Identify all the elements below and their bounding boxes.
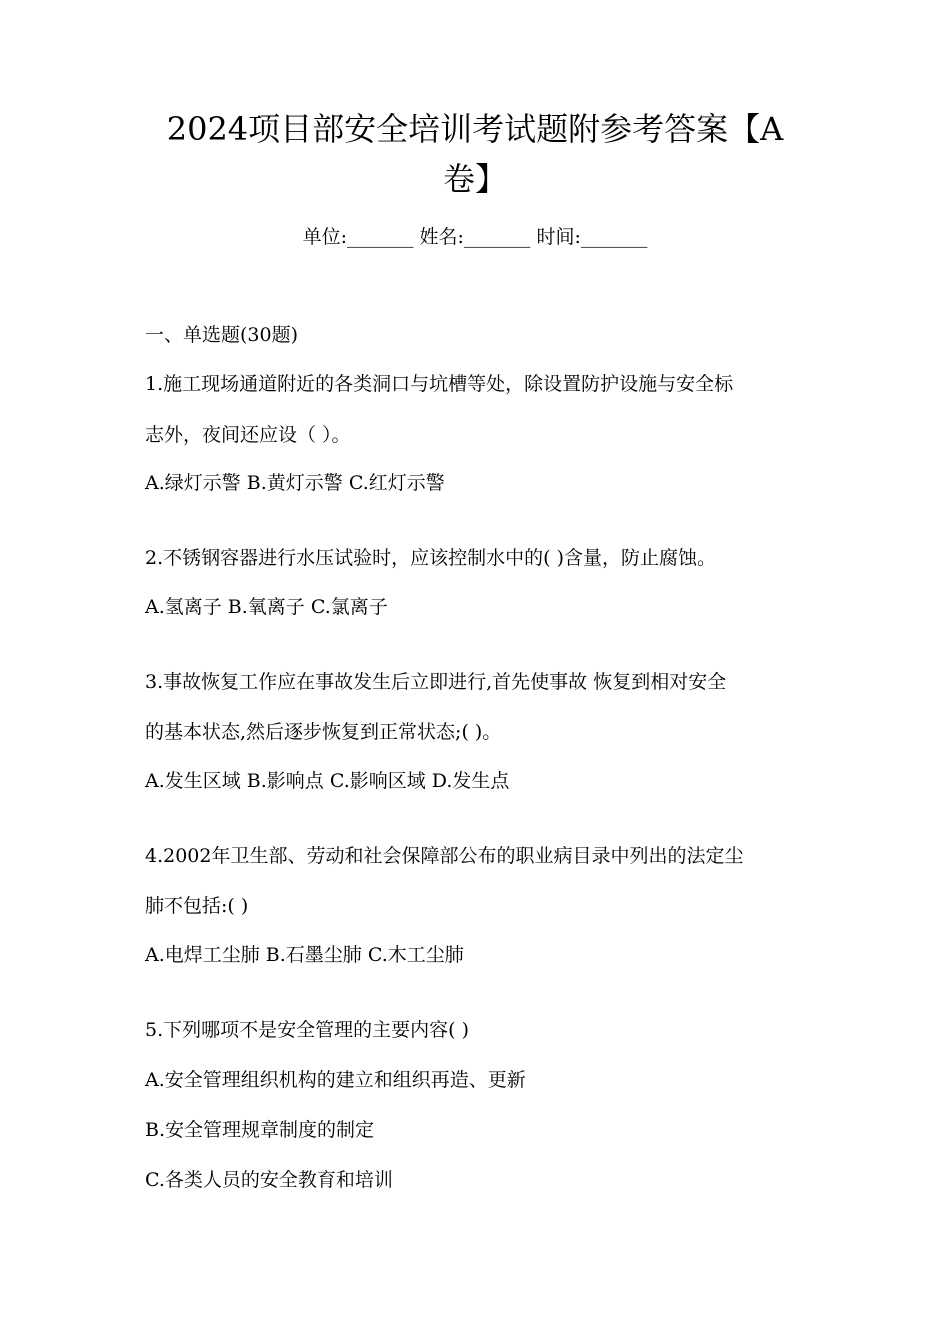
title-line-2: 卷】 — [442, 160, 507, 198]
question-1-stem-line-2: 志外，夜间还应设（ ）。 — [145, 424, 351, 446]
page-title — [120, 104, 830, 204]
question-3-stem-line-1: 3.事故恢复工作应在事故发生后立即进行,首先使事故 恢复到相对安全 — [145, 671, 727, 693]
question-5-stem-line-1: 5.下列哪项不是安全管理的主要内容( ) — [145, 1019, 469, 1041]
question-1-options: A.绿灯示警 B.黄灯示警 C.红灯示警 — [145, 472, 445, 494]
info-line: 单位:_______ 姓名:_______ 时间:_______ — [302, 226, 648, 248]
question-5-option-b: B.安全管理规章制度的制定 — [145, 1119, 375, 1141]
question-2-stem-line-1: 2.不锈钢容器进行水压试验时，应该控制水中的( )含量，防止腐蚀。 — [145, 547, 716, 569]
question-3-stem-line-2: 的基本状态,然后逐步恢复到正常状态;( )。 — [145, 721, 502, 743]
question-4-stem-line-2: 肺不包括:( ) — [145, 895, 249, 917]
question-2-options: A.氢离子 B.氧离子 C.氯离子 — [145, 596, 388, 618]
question-5-option-a: A.安全管理组织机构的建立和组织再造、更新 — [145, 1069, 526, 1091]
question-5-option-c: C.各类人员的安全教育和培训 — [145, 1169, 393, 1191]
question-1-stem-line-1: 1.施工现场通道附近的各类洞口与坑槽等处，除设置防护设施与安全标 — [145, 373, 734, 395]
title-line-1: 2024项目部安全培训考试题附参考答案【A — [166, 110, 784, 148]
section-heading: 一、单选题(30题) — [145, 324, 299, 346]
question-4-stem-line-1: 4.2002年卫生部、劳动和社会保障部公布的职业病目录中列出的法定尘 — [145, 845, 744, 867]
question-4-options: A.电焊工尘肺 B.石墨尘肺 C.木工尘肺 — [145, 944, 464, 966]
question-3-options: A.发生区域 B.影响点 C.影响区域 D.发生点 — [145, 770, 510, 792]
